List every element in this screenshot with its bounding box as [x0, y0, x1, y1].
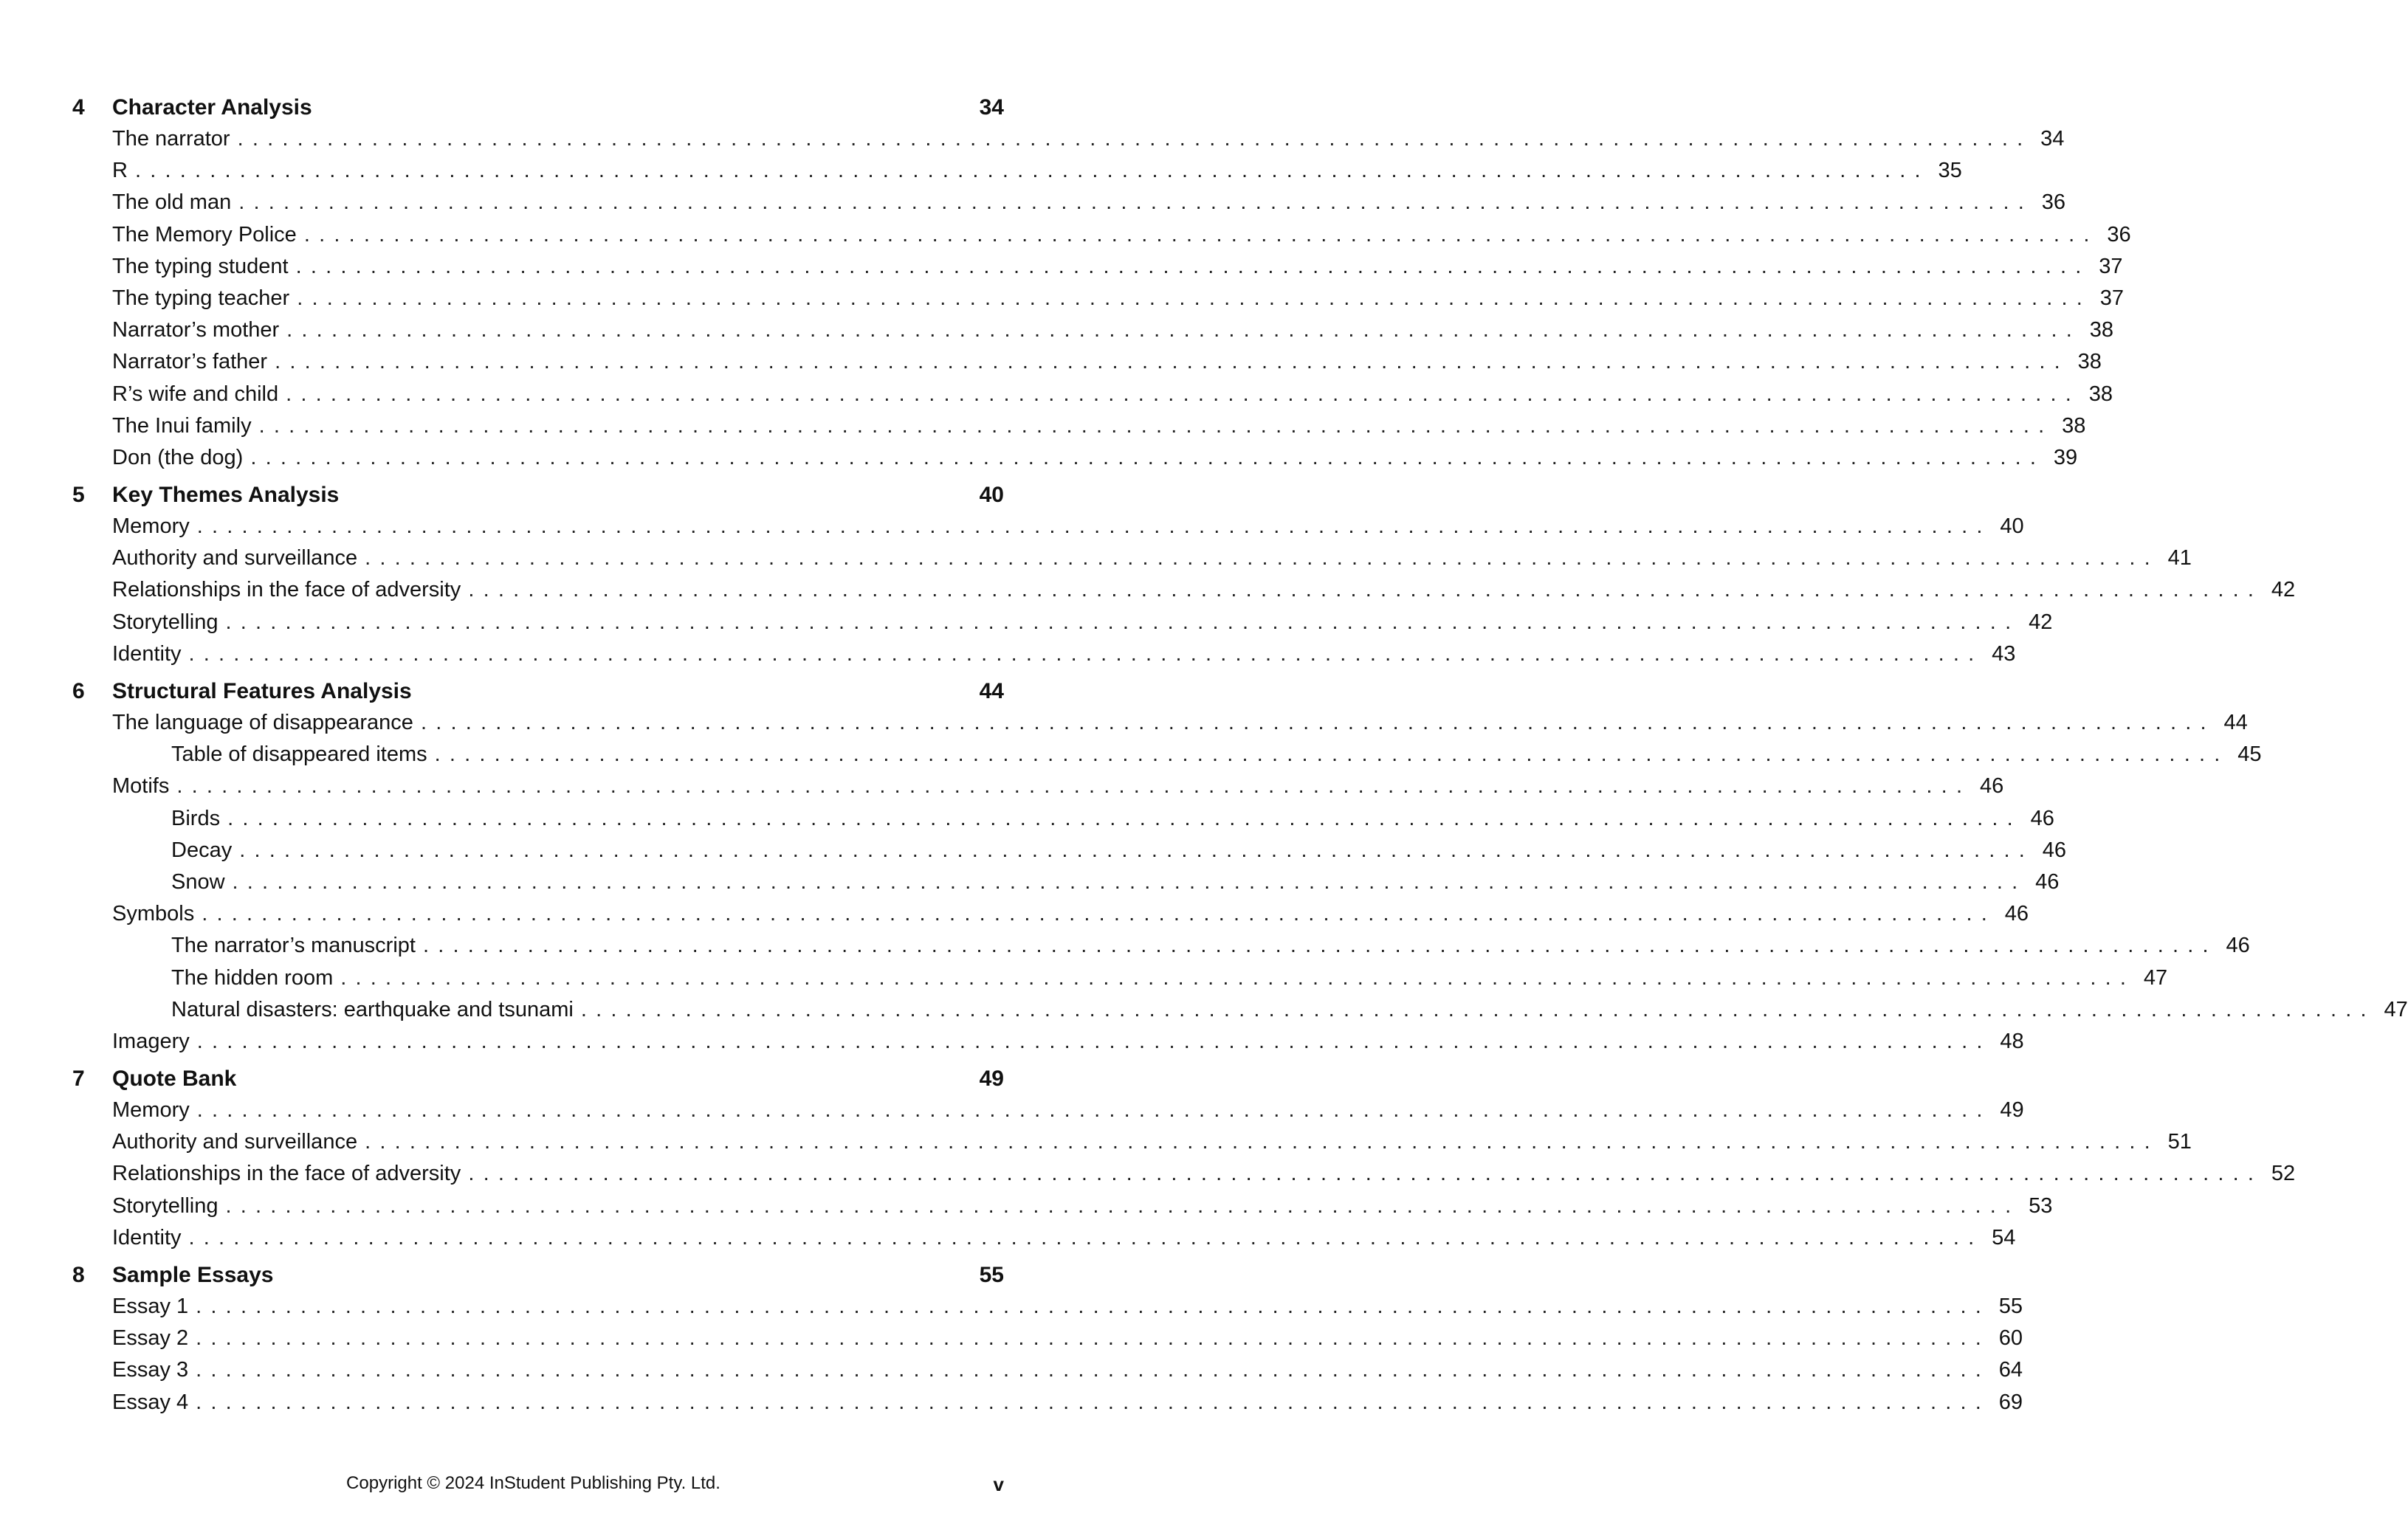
toc-entry	[72, 1190, 2053, 1222]
section-title: Key Themes Analysis	[112, 483, 340, 508]
entry-title: The hidden room	[171, 965, 334, 990]
entry-page-number: 64	[1998, 1358, 2023, 1382]
entry-page-number: 36	[2107, 222, 2131, 247]
toc-entry	[72, 379, 2113, 410]
entry-page-number: 49	[2000, 1098, 2024, 1123]
entry-title: Don (the dog)	[112, 445, 244, 469]
dot-leader: ........................................................................................................................	[225, 610, 2020, 634]
entry-title: Essay 1	[112, 1295, 189, 1318]
entry-page-number: 46	[2035, 869, 2060, 894]
toc-entry	[72, 346, 2102, 378]
toc-entry	[72, 1158, 2296, 1190]
toc-entry	[72, 1387, 2023, 1419]
dot-leader: ........................................................................................................................	[196, 1295, 1991, 1318]
toc-entry	[72, 930, 2250, 962]
section-number: 5	[72, 483, 85, 508]
section-title: Sample Essays	[112, 1263, 274, 1287]
entry-page-number: 53	[2029, 1193, 2053, 1218]
dot-leader: ........................................................................................................................	[196, 1390, 1991, 1414]
toc-entry	[72, 1222, 2016, 1254]
section-title: Character Analysis	[112, 95, 312, 120]
toc-entry	[72, 155, 1962, 187]
entry-title: The typing teacher	[112, 286, 290, 310]
toc-entry	[72, 1354, 2023, 1386]
entry-page-number: 47	[2143, 965, 2168, 990]
dot-leader: ........................................................................................................................	[580, 997, 2376, 1021]
toc-entry	[72, 739, 2262, 771]
entry-page-number: 36	[2041, 190, 2066, 215]
entry-title: Identity	[112, 1225, 182, 1250]
entry-page-number: 54	[1992, 1225, 2016, 1250]
dot-leader: ........................................................................................................................	[188, 1225, 1984, 1250]
toc-entry	[72, 771, 2004, 802]
toc-entry	[72, 707, 2248, 739]
dot-leader: ........................................................................................................................	[365, 546, 2159, 571]
dot-leader: ........................................................................................................................	[239, 838, 2034, 862]
entry-title: Relationships in the face of adversity	[112, 578, 461, 602]
entry-title: Table of disappeared items	[171, 742, 427, 767]
entry-page-number: 46	[2042, 838, 2067, 862]
dot-leader: ........................................................................................................................	[365, 1130, 2159, 1154]
section-number: 6	[72, 679, 85, 703]
entry-title: The Memory Police	[112, 222, 297, 247]
toc-entry	[72, 1095, 2024, 1126]
entry-page-number: 45	[2237, 742, 2262, 767]
toc-entry	[72, 511, 2024, 542]
dot-leader: ........................................................................................................................	[434, 742, 2229, 767]
entry-title: The typing student	[112, 254, 289, 278]
entry-title: Storytelling	[112, 1193, 219, 1218]
dot-leader: ........................................................................................................................	[196, 1358, 1991, 1382]
entry-page-number: 37	[2099, 286, 2125, 310]
dot-leader: ........................................................................................................................	[295, 254, 2091, 278]
entry-page-number: 52	[2271, 1162, 2296, 1186]
entry-title: Essay 3	[112, 1358, 189, 1382]
toc-entry	[72, 187, 2066, 218]
dot-leader: ........................................................................................................................	[340, 965, 2136, 990]
entry-page-number: 38	[2062, 413, 2086, 438]
dot-leader: ........................................................................................................................	[134, 159, 1930, 183]
entry-page-number: 46	[1979, 774, 2004, 799]
entry-title: The Inui family	[112, 413, 252, 438]
toc-section-heading	[72, 92, 1004, 123]
entry-page-number: 38	[2089, 318, 2114, 342]
entry-page-number: 55	[1998, 1295, 2023, 1318]
entry-page-number: 44	[2223, 711, 2248, 734]
table-of-contents	[72, 92, 2408, 1419]
entry-page-number: 38	[2088, 382, 2113, 406]
dot-leader: ........................................................................................................................	[258, 413, 2054, 438]
section-page-number: 40	[979, 483, 1004, 508]
dot-leader: ........................................................................................................................	[250, 445, 2046, 469]
entry-title: Relationships in the face of adversity	[112, 1162, 461, 1186]
entry-page-number: 47	[2384, 997, 2408, 1021]
entry-title: Imagery	[112, 1029, 190, 1053]
toc-entry	[72, 442, 2078, 474]
entry-page-number: 42	[2029, 610, 2053, 634]
dot-leader: ........................................................................................................................	[188, 641, 1984, 666]
entry-title: Essay 2	[112, 1326, 189, 1351]
entry-page-number: 39	[2053, 445, 2078, 469]
dot-leader: ........................................................................................................................	[196, 1029, 1992, 1053]
entry-title: The narrator’s manuscript	[171, 934, 416, 958]
dot-leader: ........................................................................................................................	[202, 902, 1997, 926]
section-page-number: 44	[979, 679, 1004, 703]
section-number: 7	[72, 1066, 85, 1092]
entry-title: Decay	[171, 838, 233, 862]
toc-entry	[72, 314, 2114, 346]
section-title: Structural Features Analysis	[112, 679, 412, 703]
dot-leader: ........................................................................................................................	[196, 514, 1992, 539]
entry-page-number: 46	[2004, 902, 2029, 926]
toc-entry	[72, 219, 2131, 251]
dot-leader: ........................................................................................................................	[303, 222, 2099, 247]
dot-leader: ........................................................................................................................	[237, 127, 2032, 151]
dot-leader: ........................................................................................................................	[232, 869, 2027, 894]
dot-leader: ........................................................................................................................	[468, 578, 2263, 602]
entry-page-number: 48	[2000, 1029, 2024, 1053]
entry-title: Identity	[112, 641, 182, 666]
entry-title: The language of disappearance	[112, 711, 413, 734]
entry-title: Narrator’s father	[112, 350, 268, 374]
entry-title: Motifs	[112, 774, 170, 799]
entry-title: The narrator	[112, 127, 230, 151]
entry-title: Symbols	[112, 902, 195, 926]
entry-title: Authority and surveillance	[112, 546, 358, 571]
toc-entry	[72, 1126, 2192, 1158]
page-footer	[0, 1473, 1067, 1503]
dot-leader: ........................................................................................................................	[196, 1326, 1991, 1351]
toc-section-heading	[72, 479, 1004, 511]
toc-entry	[72, 123, 2065, 155]
entry-title: The old man	[112, 190, 232, 215]
toc-section-heading	[72, 1259, 1004, 1291]
entry-page-number: 34	[2040, 127, 2065, 151]
entry-title: Memory	[112, 1098, 190, 1123]
section-page-number: 49	[979, 1066, 1004, 1092]
entry-page-number: 41	[2167, 546, 2192, 571]
toc-entry	[72, 1291, 2023, 1323]
entry-page-number: 46	[2226, 934, 2250, 958]
toc-entry	[72, 1026, 2024, 1058]
page-number: v	[993, 1473, 1004, 1495]
entry-title: Memory	[112, 514, 190, 539]
entry-page-number: 40	[2000, 514, 2024, 539]
entry-title: R’s wife and child	[112, 382, 279, 406]
toc-entry	[72, 962, 2168, 994]
toc-entry	[72, 251, 2123, 283]
toc-section-heading	[72, 675, 1004, 707]
entry-page-number: 43	[1992, 641, 2016, 666]
dot-leader: ........................................................................................................................	[238, 190, 2034, 215]
toc-entry	[72, 607, 2053, 638]
dot-leader: ........................................................................................................................	[286, 318, 2082, 342]
section-number: 8	[72, 1263, 85, 1287]
dot-leader: ........................................................................................................................	[275, 350, 2069, 374]
section-title: Quote Bank	[112, 1066, 237, 1092]
copyright-notice: Copyright © 2024 InStudent Publishing Pty. Ltd.	[346, 1473, 720, 1493]
entry-title: Essay 4	[112, 1390, 189, 1414]
toc-entry	[72, 542, 2192, 574]
entry-page-number: 51	[2167, 1130, 2192, 1154]
toc-entry	[72, 283, 2125, 314]
toc-entry	[72, 803, 2054, 835]
toc-entry	[72, 410, 2086, 442]
dot-leader: ........................................................................................................................	[225, 1193, 2020, 1218]
dot-leader: ........................................................................................................................	[297, 286, 2092, 310]
dot-leader: ........................................................................................................................	[468, 1162, 2263, 1186]
section-page-number: 55	[979, 1263, 1004, 1287]
dot-leader: ........................................................................................................................	[227, 806, 2022, 830]
entry-page-number: 60	[1998, 1326, 2023, 1351]
entry-page-number: 42	[2271, 578, 2296, 602]
entry-title: Snow	[171, 869, 225, 894]
dot-leader: ........................................................................................................................	[420, 711, 2215, 734]
entry-title: Authority and surveillance	[112, 1130, 358, 1154]
toc-entry	[72, 835, 2067, 866]
toc-entry	[72, 1323, 2023, 1354]
toc-entry	[72, 638, 2016, 670]
dot-leader: ........................................................................................................................	[286, 382, 2080, 406]
entry-page-number: 69	[1998, 1390, 2023, 1414]
entry-page-number: 38	[2077, 350, 2102, 374]
toc-entry	[72, 574, 2296, 606]
section-page-number: 34	[979, 95, 1004, 120]
entry-page-number: 37	[2099, 254, 2123, 278]
entry-title: R	[112, 159, 128, 183]
dot-leader: ........................................................................................................................	[422, 934, 2218, 958]
toc-entry	[72, 866, 2060, 898]
dot-leader: ........................................................................................................................	[196, 1098, 1992, 1123]
entry-page-number: 46	[2030, 806, 2054, 830]
entry-title: Narrator’s mother	[112, 318, 280, 342]
section-number: 4	[72, 95, 85, 120]
dot-leader: ........................................................................................................................	[176, 774, 1972, 799]
entry-page-number: 35	[1938, 159, 1962, 183]
toc-entry	[72, 898, 2029, 930]
entry-title: Storytelling	[112, 610, 219, 634]
entry-title: Birds	[171, 806, 221, 830]
entry-title: Natural disasters: earthquake and tsunami	[171, 997, 574, 1021]
toc-entry	[72, 994, 2408, 1026]
toc-section-heading	[72, 1063, 1004, 1095]
